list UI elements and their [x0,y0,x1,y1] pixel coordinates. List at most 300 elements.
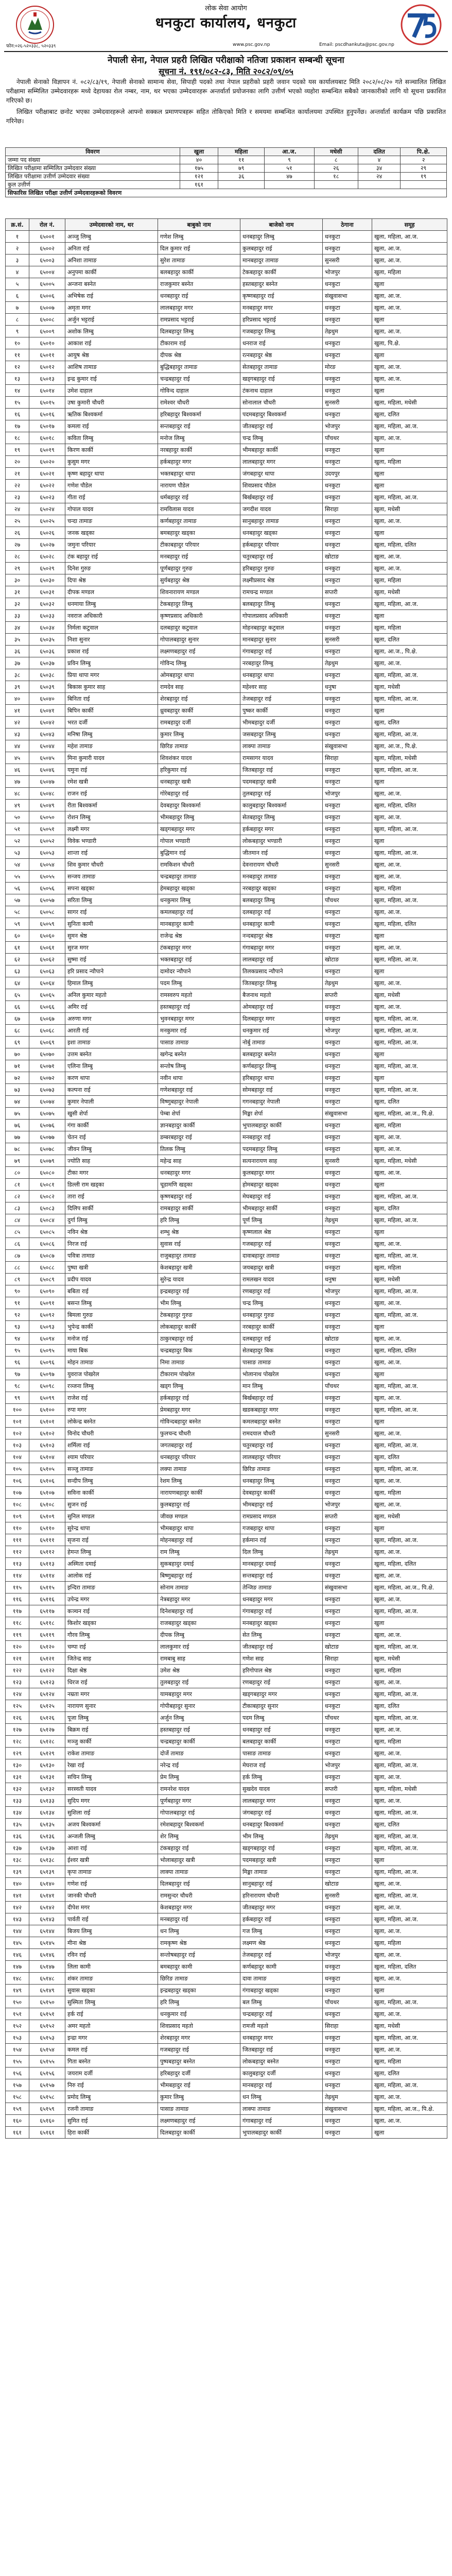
table-cell: ७१ [6,1060,29,1072]
table-cell: राजुबहादुर तामाङ [158,1250,240,1262]
table-cell: कञ्चन राई [65,1605,158,1617]
table-cell: खुला, महिला [372,1120,447,1131]
table-cell: सुष्मा राई [65,954,158,965]
website-link[interactable]: www.psc.gov.np [233,42,270,47]
results-header: रोल नं. [29,219,65,231]
table-cell: गजबहादुर राई [240,1238,323,1250]
table-row [6,231,447,243]
table-cell: खुला, आ.ज. [372,1878,447,1890]
table-cell: ६५०५० [29,811,65,823]
table-cell: धनकुटा [323,776,372,788]
table-cell: लालबहादुर मगर [240,1795,323,1807]
table-cell: बैजनाथ महतो [240,989,323,1001]
summary-header: खुला [180,148,218,156]
table-cell: दिलबहादुर कार्की [158,2127,240,2139]
table-cell: खुला, महिला, आ.ज. [372,1439,447,1451]
table-row [6,681,447,693]
table-cell: १५६ [6,2067,29,2079]
table-cell: उमेश दाहाल [65,385,158,397]
summary-cell: कुल उत्तीर्ण [6,181,180,189]
table-cell: पदम लिम्बु [240,1712,323,1724]
table-cell: खुला, महिला, आ.ज., पि.क्षे. [372,1582,447,1594]
table-cell: कमलबहादुर बस्नेत [240,1416,323,1428]
summary-cell: २४ [358,173,400,181]
table-cell: खुला, आ.ज., पि.क्षे. [372,740,447,752]
table-cell: लोकबहादुर बस्नेत [240,2056,323,2067]
table-cell: हेमबहादुर खड्का [158,883,240,894]
results-header: समूह [372,219,447,231]
table-row [6,1759,447,1771]
table-cell: ६५०१४ [29,385,65,397]
table-row [6,634,447,646]
table-cell: गोपालबहादुर सुनार [158,634,240,646]
table-cell: ५३ [6,847,29,859]
table-cell: शिवप्रसाद पौडेल [240,480,323,492]
table-row [6,1854,447,1866]
table-cell: हरिगोपाल श्रेष्ठ [240,1665,323,1676]
table-row [6,622,447,634]
table-cell: अन्जली लिम्बु [65,1831,158,1842]
table-cell: खुला, महिला, आ.ज. [372,2032,447,2044]
table-cell: रामदयाल चौधरी [240,1428,323,1439]
table-cell: ६५०७३ [29,1084,65,1096]
table-cell: ओमबहादुर राई [240,1001,323,1013]
table-cell: शंकर तामाङ [65,1973,158,1985]
table-cell: खुला, आ.ज. [372,2115,447,2127]
table-cell: खोटाङ [323,1641,372,1653]
table-row [6,1404,447,1416]
table-cell: १३३ [6,1795,29,1807]
table-cell: बुद्धिबहादुर तामाङ [158,361,240,373]
table-cell: भोजपुर [323,1759,372,1771]
table-row [6,1285,447,1297]
table-cell: पासाङ तामाङ [158,2103,240,2115]
table-cell: ६५१२८ [29,1736,65,1748]
table-cell: गिता बस्नेत [65,2056,158,2067]
table-cell: सप्तरी [323,1511,372,1522]
table-row [6,740,447,752]
table-cell: धनुषा [323,1274,372,1285]
table-cell: ८९ [6,1274,29,1285]
table-cell: ९९ [6,1392,29,1404]
table-cell: खुला, आ.ज. [372,563,447,574]
table-cell: बबिता राई [65,1285,158,1297]
table-cell: धनकुटा [323,1534,372,1546]
table-row [6,1783,447,1795]
table-cell: अमिर राई [65,1001,158,1013]
table-row [6,598,447,610]
table-cell: दीपेश मगर [65,1902,158,1913]
table-cell: खुला, महिला, आ.ज. [372,1534,447,1546]
table-cell: टंकनाथ दाहाल [240,385,323,397]
table-cell: सुस्मिता लिम्बु [65,1996,158,2008]
table-cell: सुनसरी [323,397,372,409]
table-cell: ६५१११ [29,1534,65,1546]
table-cell: कल्पना राई [65,1084,158,1096]
table-cell: धनकुटा [323,1072,372,1084]
table-cell: बिनिता राई [65,693,158,705]
table-cell: राजेन्द्र श्रेष्ठ [158,930,240,942]
table-cell: खुला [372,314,447,326]
table-cell: खुला, महिला, दलित [372,1961,447,1973]
table-cell: ६५१५९ [29,2103,65,2115]
table-row [6,894,447,906]
table-cell: कर्णबहादुर कामी [240,1961,323,1973]
table-cell: खुला, आ.ज. [372,1724,447,1736]
table-row [6,1831,447,1842]
table-cell: खुला, दलित [372,1451,447,1463]
table-cell: रामलखन यादव [240,1274,323,1285]
table-cell: जीवन लिम्बु [65,1143,158,1155]
table-cell: ६५००८ [29,314,65,326]
table-cell: ५२ [6,835,29,847]
table-cell: लालबहादुर राई [240,954,323,965]
notice-body [6,77,446,128]
table-cell: धनकुटा [323,373,372,385]
table-cell: धनकुटा [323,1724,372,1736]
table-cell: धनकुटा [323,2032,372,2044]
table-cell: हरिबहादुर थापा [240,1072,323,1084]
table-row [6,906,447,918]
table-row [6,1380,447,1392]
table-row [6,1985,447,1996]
table-cell: प्रमोद लिम्बु [65,2091,158,2103]
table-cell: १०३ [6,1439,29,1451]
table-cell: गजबहादुर राई [158,2044,240,2056]
table-cell: खडकबहादुर मगर [240,1404,323,1416]
table-cell: ६५१५८ [29,2091,65,2103]
table-cell: १५० [6,1996,29,2008]
table-cell: ठाकुरबहादुर राई [158,1333,240,1345]
table-cell: ३७ [6,657,29,669]
table-cell: आरती राई [65,1025,158,1037]
table-cell: पदमबहादुर खत्री [240,1854,323,1866]
table-cell: ६५०२७ [29,539,65,551]
table-cell: धनकुटा [323,1463,372,1475]
table-cell: खुला, आ.ज. [372,1676,447,1688]
email-address[interactable]: Email: pscdhankuta@psc.gov.np [319,42,394,47]
table-cell: १३ [6,373,29,385]
table-row [6,1546,447,1558]
table-cell: अर्जुन भट्टराई [65,314,158,326]
table-cell: लक्ष्मणबहादुर राई [158,2115,240,2127]
table-cell: खुला, दलित [372,409,447,420]
table-cell: धनकुटा [323,764,372,776]
table-cell: धनबहादुर बिश्वकर्मा [240,1819,323,1831]
table-row [6,1736,447,1748]
table-cell: खुला [372,527,447,539]
table-row [6,243,447,255]
table-row [6,2067,447,2079]
table-cell: ९१ [6,1297,29,1309]
table-cell: खुला, मधेसी [372,503,447,515]
table-cell: हिमाल लिम्बु [65,977,158,989]
table-row [6,1688,447,1700]
table-cell: दिनेशबहादुर राई [158,1605,240,1617]
table-cell: खुला, महिला [372,1665,447,1676]
table-cell: धर्मबहादुर राई [158,492,240,503]
table-cell: तिलक लिम्बु [158,1143,240,1155]
table-row [6,1878,447,1890]
table-cell: संखुवासभा [323,740,372,752]
table-cell: दीपक मण्डल [65,586,158,598]
table-cell: ६५०२३ [29,492,65,503]
table-cell: २४ [6,503,29,515]
table-cell: सेतबहादुर बिक [240,1345,323,1357]
table-cell: ६९ [6,1037,29,1048]
office-title: धनकुटा कार्यालय, धनकुटा [155,15,297,31]
table-cell: धनकुटा [323,385,372,397]
table-cell: ६५०३० [29,574,65,586]
table-cell: राजन राई [65,788,158,800]
table-cell: करण थापा [65,1072,158,1084]
table-cell: लोकबहादुर कार्की [158,1321,240,1333]
table-cell: ६१ [6,942,29,954]
table-cell: देवनारायण चौधरी [240,859,323,871]
table-cell: ६५०१५ [29,397,65,409]
table-cell: धनकुटा [323,1048,372,1060]
table-cell: धनबहादुर मगर [240,1594,323,1605]
table-cell: दिल कुमार राई [158,243,240,255]
table-cell: सुवास खड्का [65,1985,158,1996]
table-cell: दामोदर न्यौपाने [158,965,240,977]
table-cell: खुला, आ.ज. [372,1973,447,1985]
table-cell: भोलाबहादुर खत्री [158,1854,240,1866]
table-cell: धनकुटा [323,669,372,681]
results-header: बाबुको नाम [158,219,240,231]
table-cell: १३८ [6,1854,29,1866]
table-cell: ६५०६४ [29,977,65,989]
table-cell: चूडामणि खड्का [158,1179,240,1191]
table-cell: धनकुटा [323,1439,372,1451]
table-cell: गोपाल भण्डारी [158,835,240,847]
table-cell: गीता राई [65,492,158,503]
table-cell: दिलिप सार्की [65,1202,158,1214]
table-cell: १४७ [6,1961,29,1973]
table-cell: ६५११५ [29,1582,65,1594]
table-row [6,503,447,515]
table-cell: इन्द्रा मगर [65,2032,158,2044]
summary-table [5,147,447,197]
table-cell: ९५ [6,1345,29,1357]
table-cell: रमेशबहादुर बिश्वकर्मा [158,1819,240,1831]
table-cell: होमबहादुर खड्का [240,1179,323,1191]
table-cell: ६५००१ [29,231,65,243]
summary-cell: १९ [401,173,447,181]
table-cell: पदम लिम्बु [158,977,240,989]
table-cell: ६५०५५ [29,871,65,883]
table-cell: १५२ [6,2020,29,2032]
table-cell: छिरिङ तामाङ [158,1973,240,1985]
table-cell: धनबहादुर लिम्बु [240,1475,323,1487]
table-cell: खुला, महिला [372,1937,447,1949]
table-cell: १३७ [6,1842,29,1854]
table-cell: बिपिन कार्की [65,705,158,717]
table-cell: ९७ [6,1368,29,1380]
table-row [6,1250,447,1262]
table-cell: ६५१२२ [29,1665,65,1676]
table-cell: ६५१०७ [29,1487,65,1499]
table-cell: प्रेमबहादुर मगर [158,1404,240,1416]
table-row [6,314,447,326]
table-cell: खुला [372,835,447,847]
table-cell: ६५१५० [29,1996,65,2008]
table-cell: धनकुटा [323,1771,372,1783]
table-cell: ६५१५२ [29,2020,65,2032]
table-cell: ६० [6,930,29,942]
table-cell: खुला, महिला, आ.ज. [372,1605,447,1617]
table-cell: नरबहादुर कार्की [240,1321,323,1333]
table-cell: महेन्द्र साह [158,1155,240,1167]
table-cell: खुला, महिला, आ.ज., पि.क्षे. [372,1108,447,1120]
table-cell: बलबहादुर कार्की [240,1736,323,1748]
table-cell: कृष्णलाल श्रेष्ठ [240,1226,323,1238]
table-cell: धनकुटा [323,1226,372,1238]
table-cell: उदयपुर [323,468,372,480]
table-cell: युवराज पोखरेल [65,1368,158,1380]
table-cell: इन्द्रबहादुर राई [158,1285,240,1297]
table-cell: खुला, आ.ज. [372,1143,447,1155]
table-cell: ६५०८१ [29,1179,65,1191]
table-cell: ६५१०६ [29,1475,65,1487]
table-row [6,1676,447,1688]
table-cell: ६३ [6,965,29,977]
table-cell: ६५०६० [29,930,65,942]
table-row [6,1700,447,1712]
table-row [6,669,447,681]
table-cell: ६४ [6,977,29,989]
table-cell: ८० [6,1167,29,1179]
letterhead [0,0,452,61]
table-row [6,1748,447,1759]
table-cell: खुला, आ.ज. [372,942,447,954]
table-cell: गणेश पौडेल [65,480,158,492]
table-cell: सप्तरी [323,989,372,1001]
table-cell: भक्तबहादुर राई [158,954,240,965]
table-cell: ६५०९३ [29,1321,65,1333]
table-cell: खुला, महिला, मधेसी [372,752,447,764]
table-cell: ६५०२६ [29,527,65,539]
summary-cell: ११ [218,156,265,164]
table-cell: ९ [6,326,29,337]
table-cell: ६५०९६ [29,1357,65,1368]
table-row [6,1179,447,1191]
table-cell: दिलबहादुर राई [158,1878,240,1890]
table-cell: लालबहादुर मगर [158,302,240,314]
table-row [6,1167,447,1179]
table-row [6,1333,447,1345]
table-cell: विष्णुबहादुर नेपाली [158,1096,240,1108]
table-cell: चतुरबहादुर राई [240,1439,323,1451]
table-cell: जीतबहादुर मगर [240,1902,323,1913]
table-cell: खुला, महिला, दलित [372,1345,447,1357]
table-cell: ६५०३३ [29,610,65,622]
table-cell: मेघराज राई [240,1759,323,1771]
table-cell: धनकुटा [323,1084,372,1096]
table-cell: १४४ [6,1925,29,1937]
table-cell: धनकुटा [323,1629,372,1641]
table-cell: ७९ [6,1155,29,1167]
table-cell: धनकुटा [323,1143,372,1155]
table-cell: धनकुटा [323,444,372,456]
table-cell: सुनसरी [323,255,372,266]
table-cell: ९३ [6,1321,29,1333]
summary-cell [314,181,358,189]
table-row [6,930,447,942]
table-cell: ६५०११ [29,349,65,361]
table-cell: ज्योति साह [65,1155,158,1167]
table-cell: धनकुटा [323,1191,372,1202]
table-cell: उषा कुमारी चौधरी [65,397,158,409]
table-cell: ६५१०३ [29,1439,65,1451]
table-cell: १४८ [6,1973,29,1985]
table-cell: ११७ [6,1605,29,1617]
table-cell: खुला, महिला, आ.ज. [372,492,447,503]
summary-cell: २६ [314,164,358,173]
table-cell: हर्क लिम्बु [240,1771,323,1783]
table-cell: धनकुटा [323,847,372,859]
table-cell: मीना श्रेष्ठ [65,1937,158,1949]
table-cell: ३८ [6,669,29,681]
table-cell: खुला, महिला [372,1262,447,1274]
table-cell: जितेन्द्र साह [65,1653,158,1665]
table-cell: टीका मगर [65,1167,158,1179]
table-cell: भीमबहादुर सार्की [240,1202,323,1214]
summary-cell: २९ [401,164,447,173]
table-row [6,1120,447,1131]
table-cell: शिव कुमार चौधरी [65,859,158,871]
table-cell: २९ [6,563,29,574]
table-cell: नम्रता मगर [65,1688,158,1700]
table-cell: ६५१३६ [29,1831,65,1842]
table-cell: धनकुटा [323,1404,372,1416]
table-cell: खुला, दलित [372,2067,447,2079]
table-cell: ७८ [6,1143,29,1155]
table-cell: मनिषा लिम्बु [65,728,158,740]
table-row [6,1570,447,1582]
table-cell: अनिशा तामाङ [65,255,158,266]
table-cell: धनकुटा [323,349,372,361]
table-cell: रामप्रसाद भट्टराई [158,314,240,326]
table-cell: छिरिङ तामाङ [240,1463,323,1475]
table-cell: धनकुटा [323,1700,372,1712]
table-cell: धनकुटा [323,1202,372,1214]
table-row [6,468,447,480]
table-cell: महेश्वर साह [240,681,323,693]
table-cell: १३० [6,1759,29,1771]
table-cell: ९२ [6,1309,29,1321]
table-cell: धनराज राई [240,337,323,349]
table-row [6,420,447,432]
table-cell: प्रिया थापा मगर [65,669,158,681]
table-cell: १३१ [6,1771,29,1783]
table-row [6,1629,447,1641]
table-cell: खुला, आ.ज. [372,1357,447,1368]
table-row [6,1795,447,1807]
table-cell: रणबहादुर राई [240,1285,323,1297]
table-cell: ६५१५१ [29,2008,65,2020]
table-cell: टीकाबहादुर परियार [158,539,240,551]
table-cell: धनकुमार राई [240,1025,323,1037]
table-row [6,1297,447,1309]
table-cell: खुला, आ.ज. [372,657,447,669]
table-cell: बिमला गुरुङ [65,1309,158,1321]
table-cell: धनुषा [323,681,372,693]
table-cell: ६५०९७ [29,1368,65,1380]
table-cell: ६५०३१ [29,586,65,598]
table-cell: चेतन राई [65,1131,158,1143]
table-cell: धनकुटा [323,1973,372,1985]
